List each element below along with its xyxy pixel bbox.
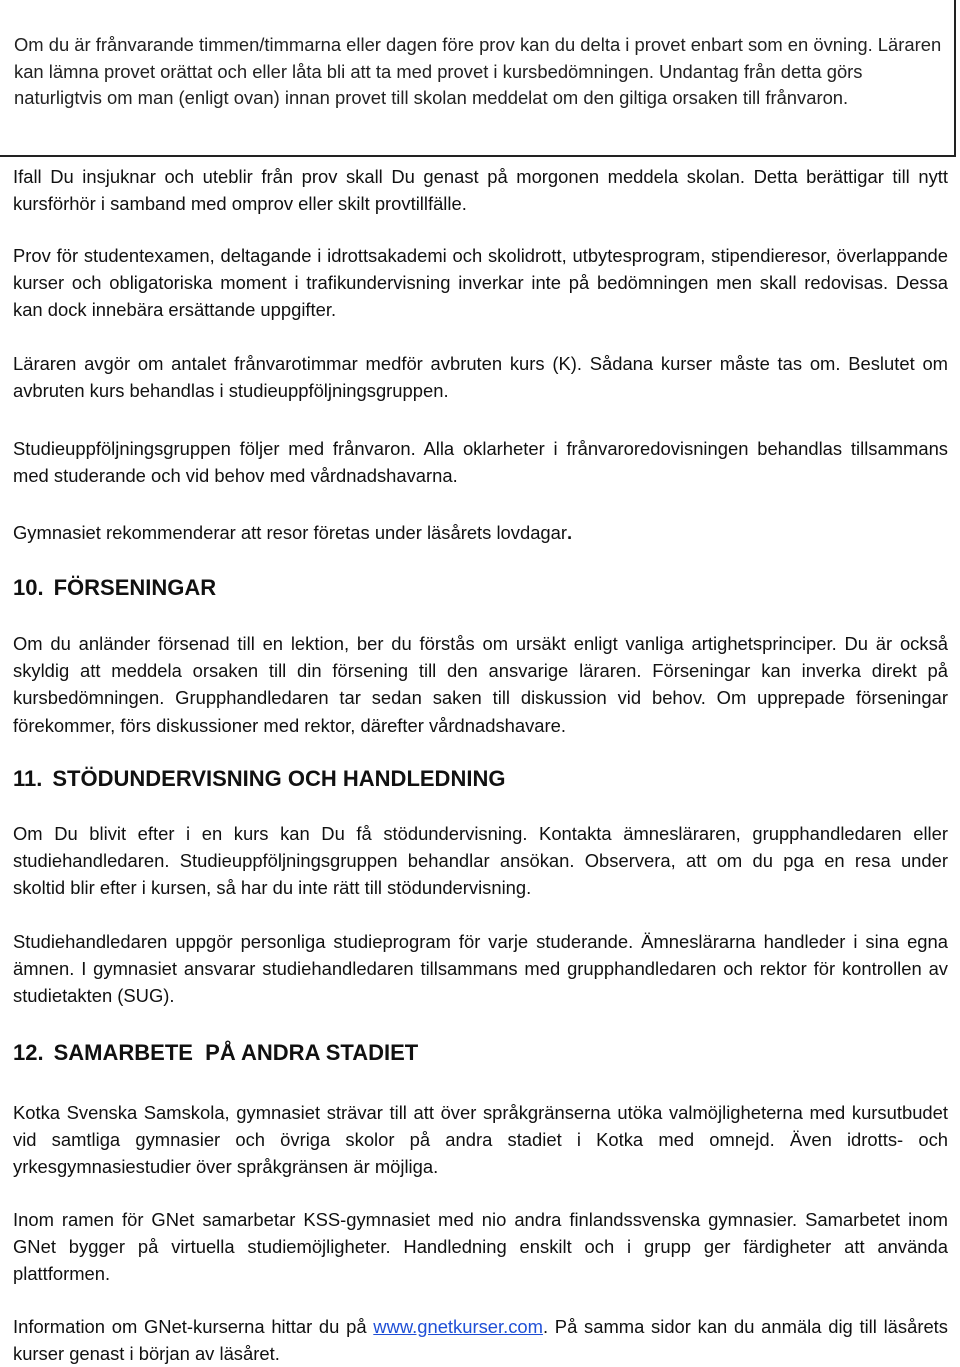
travel-end-dot: .: [567, 522, 573, 543]
section-heading-10: [13, 574, 216, 602]
section-title: STÖDUNDERVISNING OCH HANDLEDNING: [52, 766, 506, 791]
paragraph-delays: Om du anländer försenad till en lektion, ber du förstås om ursäkt enligt vanliga artighetsprinciper. Du är också skyldig att meddela orsaken till din försening till den ansvarige läraren. Förseningar kan inverka direkt på kursbedömningen. Grupphandledaren tar sedan saken till diskussion vid behov. Om upprepade förseningar förekommer, förs diskussioner med rektor, därefter vårdnadshavare.: [13, 633, 948, 736]
paragraph-illness: Ifall Du insjuknar och uteblir från prov skall Du genast på morgonen meddela skolan. Detta berättigar till nytt kursförhör i samband med omprov eller skilt provtillfälle.: [13, 166, 948, 215]
paragraph-exams: Prov för studentexamen, deltagande i idrottsakademi och skolidrott, utbytesprogram, stipendieresor, överlappande kurser och obligatoriska moment i trafikundervisning inverkar inte på bedömningen men skall redovisas. Dessa kan dock innebära ersättande uppgifter.: [13, 245, 948, 321]
box-paragraph: Om du är frånvarande timmen/timmarna eller dagen före prov kan du delta i provet enbart som en övning. Läraren kan lämna provet orättat och eller låta bli att ta med provet i kursbedömningen. Undantag från detta görs naturligtvis om man (enligt ovan) innan provet till skolan meddelat om den giltiga orsaken till frånvaron.: [14, 34, 942, 108]
travel-text: Gymnasiet rekommenderar att resor företas under läsårets lovdagar: [13, 522, 568, 543]
info-text-after: . På samma sidor kan du anmäla dig till läsårets kurser genast i början av läsåret.: [13, 1316, 948, 1365]
bordered-text-box: [0, 0, 956, 157]
section-title: FÖRSENINGAR: [53, 575, 217, 600]
paragraph-study-counselor: Studiehandledaren uppgör personliga studieprogram för varje studerande. Ämneslärarna handleder i sina egna ämnen. I gymnasiet ansvarar studiehandledaren tillsammans med grupphandledaren och rektor för kontrollen av studietakten (SUG).: [13, 931, 948, 1007]
section-title: SAMARBETE PÅ ANDRA STADIET: [53, 1040, 419, 1065]
paragraph-gnet: Inom ramen för GNet samarbetar KSS-gymnasiet med nio andra finlandssvenska gymnasier. Samarbetet inom GNet bygger på virtuella studiemöjligheter. Handledning enskilt och i grupp ger färdigheter att använda plattformen.: [13, 1209, 948, 1285]
paragraph-kotka-cooperation: Kotka Svenska Samskola, gymnasiet strävar till att över språkgränserna utöka valmöjligheterna med kursutbudet vid samtliga gymnasier och övriga skolor på andra stadiet i Kotka med omnejd. Även idrotts- och yrkesgymnasiestudier över språkgränsen är möjliga.: [13, 1102, 948, 1178]
section-number: 11.: [13, 766, 43, 791]
info-text-before: Information om GNet-kurserna hittar du på: [13, 1316, 374, 1337]
paragraph-travel: [13, 519, 948, 546]
gnetkurser-link[interactable]: www.gnetkurser.com: [373, 1316, 543, 1337]
paragraph-followup: Studieuppföljningsgruppen följer med frånvaron. Alla oklarheter i frånvaroredovisningen behandlas tillsammans med studerande och vid behov med vårdnadshavarna.: [13, 438, 948, 487]
paragraph-support-teaching: Om Du blivit efter i en kurs kan Du få stödundervisning. Kontakta ämnesläraren, grupphandledaren eller studiehandledaren. Studieuppföljningsgruppen behandlar ansökan. Observera, att om du pga en resa under skoltid blir efter i kursen, så har du inte rätt till stödundervisning.: [13, 823, 948, 899]
paragraph-gnet-info: [13, 1313, 948, 1367]
section-number: 10.: [13, 575, 44, 600]
section-number: 12.: [13, 1040, 44, 1065]
section-heading-11: [13, 765, 505, 793]
paragraph-absence-hours: Läraren avgör om antalet frånvarotimmar medför avbruten kurs (K). Sådana kurser måste tas om. Beslutet om avbruten kurs behandlas i studieuppföljningsgruppen.: [13, 353, 948, 402]
section-heading-12: [13, 1039, 418, 1067]
